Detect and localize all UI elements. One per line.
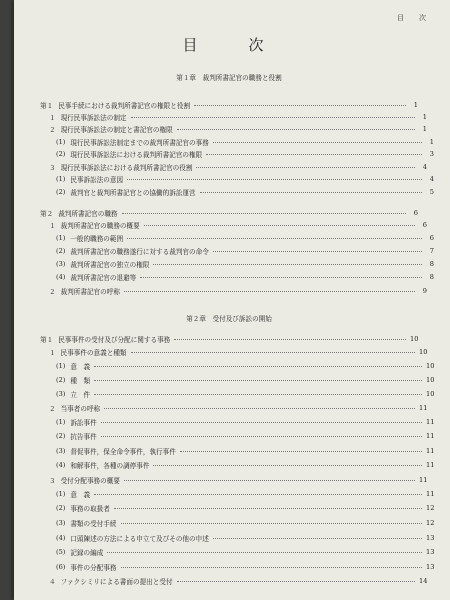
leader-dots: [127, 178, 422, 180]
leader-dots: [213, 537, 422, 539]
leader-dots: [94, 493, 422, 495]
entry-page: 1: [422, 125, 427, 133]
entry-text: 現行民事訴訟法における裁判所書記官の役割: [60, 164, 193, 172]
toc-entry[interactable]: [40, 430, 434, 442]
entry-page: 1: [422, 113, 427, 121]
leader-dots: [94, 379, 422, 381]
entry-text: 当事者の呼称: [60, 405, 101, 413]
entry-text: 現行民事訴訟法の制定と書記官の権限: [60, 126, 173, 134]
entry-number: (1): [56, 175, 66, 183]
leader-dots: [104, 407, 415, 409]
toc-entry[interactable]: [40, 136, 434, 148]
toc-entry[interactable]: [40, 333, 418, 345]
entry-text: ファクシミリによる書面の提出と受付: [60, 578, 173, 586]
leader-dots: [200, 191, 422, 193]
entry-number: (4): [56, 461, 66, 469]
toc-entry[interactable]: [40, 374, 434, 386]
entry-text: 抗告事件: [70, 433, 97, 441]
entry-number: (4): [56, 273, 66, 281]
entry-page: 13: [426, 534, 435, 542]
entry-number: ２: [49, 126, 56, 134]
leader-dots: [127, 237, 422, 239]
entry-text: 種 類: [70, 377, 91, 385]
entry-number: (1): [56, 418, 66, 426]
entry-number: ４: [49, 578, 56, 586]
toc-entry[interactable]: [40, 285, 427, 297]
entry-number: (3): [56, 519, 66, 527]
entry-page: 5: [429, 188, 434, 196]
entry-number: (4): [56, 534, 66, 542]
entry-number: (1): [56, 362, 66, 370]
entry-text: 意 義: [70, 491, 91, 499]
entry-page: 3: [429, 150, 434, 158]
entry-page: 11: [426, 447, 435, 455]
entry-text: 民事事件の意義と種類: [60, 349, 127, 357]
toc-entry[interactable]: [40, 111, 427, 123]
entry-number: (2): [56, 188, 66, 196]
entry-page: 10: [426, 362, 435, 370]
entry-text: 民事訴訟法の意図: [70, 176, 124, 184]
entry-page: 11: [426, 461, 435, 469]
toc-entry[interactable]: [40, 502, 434, 514]
toc-entry[interactable]: [40, 173, 434, 185]
entry-text: 裁判官と裁判所書記官との協働的訴訟運営: [70, 189, 196, 197]
entry-number: (2): [56, 432, 66, 440]
entry-number: (3): [56, 260, 66, 268]
entry-text: 書類の受付手続: [70, 520, 117, 528]
toc-entry[interactable]: [40, 232, 434, 244]
leader-dots: [153, 464, 422, 466]
toc-entry[interactable]: [40, 360, 434, 372]
leader-dots: [101, 435, 422, 437]
entry-page: 10: [426, 390, 435, 398]
leader-dots: [131, 351, 415, 353]
toc-entry[interactable]: [40, 459, 434, 471]
toc-entry[interactable]: [40, 561, 434, 573]
leader-dots: [196, 166, 415, 168]
leader-dots: [124, 479, 415, 481]
entry-page: 6: [413, 209, 418, 217]
entry-text: 記録の編成: [70, 549, 104, 557]
entry-text: 裁判所書記官の職務遂行に対する裁判官の命令: [70, 248, 209, 256]
chapter-heading: 第１章 裁判所書記官の職務と役割: [176, 74, 282, 82]
toc-entry[interactable]: [40, 123, 427, 135]
entry-number: 第１: [40, 102, 54, 110]
entry-number: 第２: [40, 210, 54, 218]
leader-dots: [153, 263, 422, 265]
toc-entry[interactable]: [40, 575, 427, 587]
entry-page: 10: [426, 376, 435, 384]
entry-number: ３: [49, 477, 56, 485]
toc-entry[interactable]: [40, 99, 418, 111]
page-title: 目 次: [182, 36, 282, 54]
entry-text: 和解事件，各種の調停事件: [70, 462, 150, 470]
entry-page: 11: [426, 418, 435, 426]
entry-page: 6: [422, 221, 427, 229]
entry-number: (1): [56, 490, 66, 498]
entry-number: (2): [56, 504, 66, 512]
entry-text: 裁判所書記官の職務の概要: [60, 222, 140, 230]
entry-page: 12: [426, 519, 435, 527]
toc-entry[interactable]: [40, 219, 427, 231]
entry-text: 訴訟事件: [70, 419, 97, 427]
leader-dots: [94, 365, 422, 367]
toc-entry[interactable]: [40, 148, 434, 160]
entry-text: 立 件: [70, 391, 91, 399]
entry-page: 1: [413, 101, 418, 109]
toc-entry[interactable]: [40, 346, 427, 358]
toc-entry[interactable]: [40, 258, 434, 270]
entry-text: 事務の取扱者: [70, 505, 110, 513]
entry-page: 12: [426, 504, 435, 512]
leader-dots: [124, 290, 415, 292]
toc-entry[interactable]: [40, 271, 434, 283]
running-header: 目 次: [397, 14, 430, 22]
entry-page: 11: [426, 490, 435, 498]
toc-entry[interactable]: [40, 402, 427, 414]
toc-entry[interactable]: [40, 532, 434, 544]
entry-number: ２: [49, 405, 56, 413]
entry-page: 7: [429, 247, 434, 255]
leader-dots: [174, 338, 406, 340]
leader-dots: [114, 507, 422, 509]
leader-dots: [131, 116, 415, 118]
document-page: [14, 0, 450, 600]
entry-page: 8: [429, 273, 434, 281]
entry-text: 現行民事訴訟法制定までの裁判所書記官の事務: [70, 139, 209, 147]
toc-entry[interactable]: [40, 488, 434, 500]
toc-entry[interactable]: [40, 388, 434, 400]
entry-text: 口頭陳述の方法による申立て及びその他の申述: [70, 535, 209, 543]
entry-number: (5): [56, 548, 66, 556]
leader-dots: [206, 153, 422, 155]
entry-number: (2): [56, 150, 66, 158]
entry-text: 裁判所書記官の呼称: [60, 288, 120, 296]
leader-dots: [107, 551, 422, 553]
entry-page: 10: [410, 335, 419, 343]
toc-entry[interactable]: [40, 517, 434, 529]
entry-page: 13: [426, 548, 435, 556]
entry-page: 1: [429, 138, 434, 146]
entry-text: 現行民事訴訟法における裁判所書記官の権限: [70, 151, 203, 159]
entry-text: 督促事件，保全命令事件，執行事件: [70, 448, 176, 456]
leader-dots: [94, 393, 422, 395]
toc-entry[interactable]: [40, 245, 434, 257]
entry-number: １: [49, 222, 56, 230]
toc-entry[interactable]: [40, 546, 434, 558]
leader-dots: [140, 276, 422, 278]
entry-number: １: [49, 349, 56, 357]
leader-dots: [122, 212, 406, 214]
toc-entry[interactable]: [40, 207, 418, 219]
entry-number: ３: [49, 164, 56, 172]
entry-page: 11: [419, 476, 428, 484]
leader-dots: [194, 104, 406, 106]
entry-page: 9: [422, 287, 427, 295]
entry-page: 6: [429, 234, 434, 242]
toc-entry[interactable]: [40, 416, 434, 428]
leader-dots: [121, 522, 423, 524]
leader-dots: [177, 580, 415, 582]
entry-page: 11: [426, 432, 435, 440]
leader-dots: [121, 566, 423, 568]
entry-page: 4: [429, 175, 434, 183]
leader-dots: [144, 224, 415, 226]
entry-text: 受付分配事務の概要: [60, 477, 120, 485]
entry-text: 事件の分配事務: [70, 564, 117, 572]
toc-entry[interactable]: [40, 161, 427, 173]
leader-dots: [213, 141, 422, 143]
entry-page: 10: [419, 348, 428, 356]
toc-entry[interactable]: [40, 445, 434, 457]
entry-page: 11: [419, 404, 428, 412]
entry-number: (1): [56, 138, 66, 146]
entry-number: (3): [56, 447, 66, 455]
entry-page: 14: [419, 577, 428, 585]
entry-number: (2): [56, 247, 66, 255]
entry-text: 裁判所書記官の退避等: [70, 274, 137, 282]
entry-text: 民事事件の受付及び分配に関する事務: [58, 336, 171, 344]
entry-number: (1): [56, 234, 66, 242]
entry-page: 13: [426, 563, 435, 571]
entry-text: 現行民事訴訟法の制定: [60, 114, 127, 122]
entry-text: 一般的職務の範囲: [70, 235, 124, 243]
entry-number: (2): [56, 376, 66, 384]
leader-dots: [213, 250, 422, 252]
entry-number: １: [49, 114, 56, 122]
leader-dots: [177, 128, 415, 130]
entry-text: 裁判所書記官の独立の権限: [70, 261, 150, 269]
entry-number: 第１: [40, 336, 54, 344]
entry-number: (6): [56, 563, 66, 571]
toc-entry[interactable]: [40, 186, 434, 198]
toc-entry[interactable]: [40, 474, 427, 486]
entry-text: 意 義: [70, 363, 91, 371]
leader-dots: [101, 421, 422, 423]
entry-number: ２: [49, 288, 56, 296]
chapter-heading: 第２章 受付及び訴訟の開始: [186, 315, 272, 323]
entry-page: 4: [422, 163, 427, 171]
leader-dots: [180, 450, 422, 452]
entry-text: 民事手続における裁判所書記官の権限と役割: [58, 102, 191, 110]
entry-text: 裁判所書記官の職務: [58, 210, 118, 218]
entry-number: (3): [56, 390, 66, 398]
entry-page: 8: [429, 260, 434, 268]
